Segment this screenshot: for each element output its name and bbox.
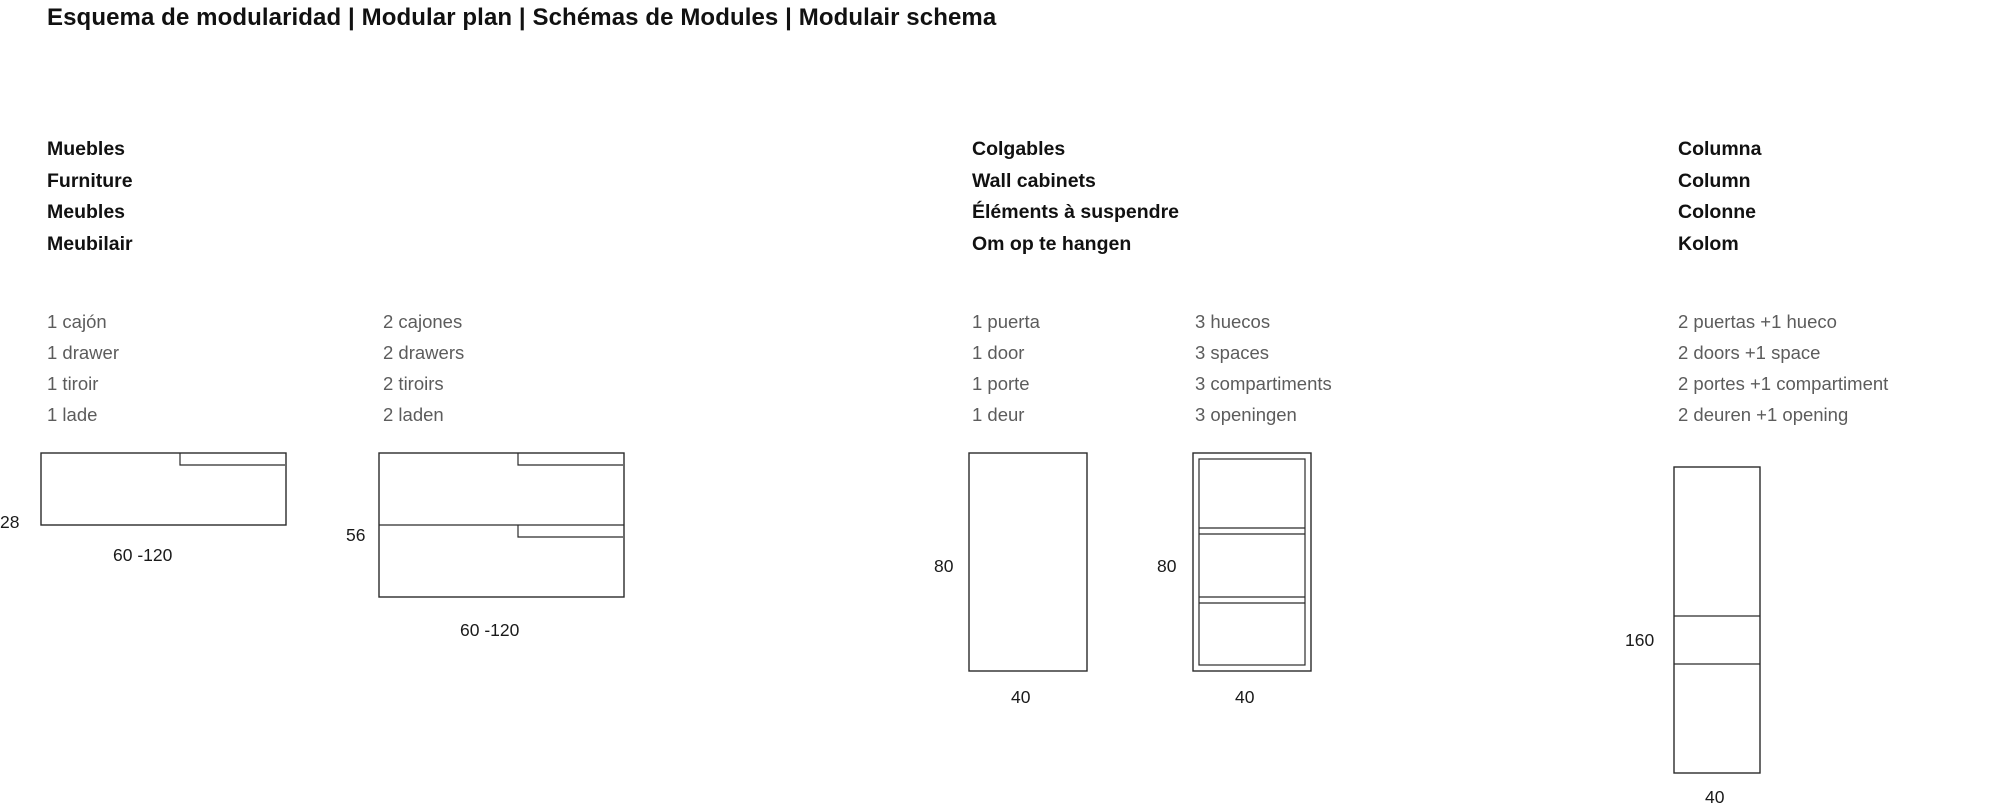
caption-line: 2 tiroirs (383, 373, 444, 394)
section-heading-wall-cabinets (972, 134, 1179, 260)
caption-line: 2 portes +1 compartiment (1678, 373, 1889, 394)
dimension-height-one-drawer: 28 (0, 512, 20, 532)
section-heading-furniture (47, 134, 133, 260)
caption-line: 2 puertas +1 hueco (1678, 311, 1837, 332)
dimension-height-three-spaces: 80 (1157, 556, 1177, 576)
drawing-two-drawers (378, 452, 628, 602)
dimension-height-one-door: 80 (934, 556, 954, 576)
dimension-width-two-drawers: 60 -120 (460, 620, 520, 640)
caption-line: 2 cajones (383, 311, 463, 332)
caption-line: 2 deuren +1 opening (1678, 404, 1849, 425)
heading-line: Colonne (1678, 201, 1756, 223)
caption-line: 3 spaces (1195, 342, 1270, 363)
caption-two-doors-one-space (1678, 306, 1888, 430)
caption-line: 1 lade (47, 404, 98, 425)
caption-line: 1 drawer (47, 342, 119, 363)
heading-line: Muebles (47, 138, 126, 160)
drawing-one-door (968, 452, 1090, 674)
heading-line: Kolom (1678, 232, 1739, 255)
caption-line: 2 doors +1 space (1678, 342, 1821, 363)
dimension-height-column: 160 (1625, 630, 1655, 650)
drawing-three-spaces (1192, 452, 1314, 674)
caption-one-drawer (47, 306, 119, 430)
heading-line: Column (1678, 169, 1751, 192)
drawing-column (1673, 466, 1763, 776)
caption-line: 1 tiroir (47, 373, 99, 394)
dimension-width-three-spaces: 40 (1235, 687, 1255, 707)
heading-line: Furniture (47, 169, 133, 192)
dimension-height-two-drawers: 56 (346, 525, 366, 545)
caption-line: 1 porte (972, 373, 1030, 394)
drawing-one-drawer (40, 452, 290, 527)
caption-one-door (972, 306, 1040, 430)
caption-line: 1 cajón (47, 311, 107, 332)
caption-line: 2 laden (383, 404, 444, 425)
page-title: Esquema de modularidad | Modular plan | Schémas de Modules | Modulair schema (47, 4, 997, 31)
caption-three-spaces (1195, 306, 1332, 430)
caption-line: 1 deur (972, 404, 1025, 425)
heading-line: Columna (1678, 138, 1762, 160)
dimension-width-column: 40 (1705, 787, 1725, 807)
caption-line: 1 door (972, 342, 1025, 363)
caption-line: 3 openingen (1195, 404, 1297, 425)
caption-line: 2 drawers (383, 342, 465, 363)
dimension-width-one-drawer: 60 -120 (113, 545, 173, 565)
dimension-width-one-door: 40 (1011, 687, 1031, 707)
section-heading-column (1678, 134, 1761, 260)
heading-line: Wall cabinets (972, 169, 1096, 192)
heading-line: Meubles (47, 201, 126, 223)
caption-line: 3 huecos (1195, 311, 1271, 332)
heading-line: Meubilair (47, 232, 133, 255)
caption-line: 1 puerta (972, 311, 1040, 332)
heading-line: Om op te hangen (972, 232, 1132, 255)
caption-line: 3 compartiments (1195, 373, 1332, 394)
caption-two-drawers (383, 306, 464, 430)
heading-line: Colgables (972, 138, 1066, 160)
heading-line: Éléments à suspendre (972, 201, 1179, 223)
